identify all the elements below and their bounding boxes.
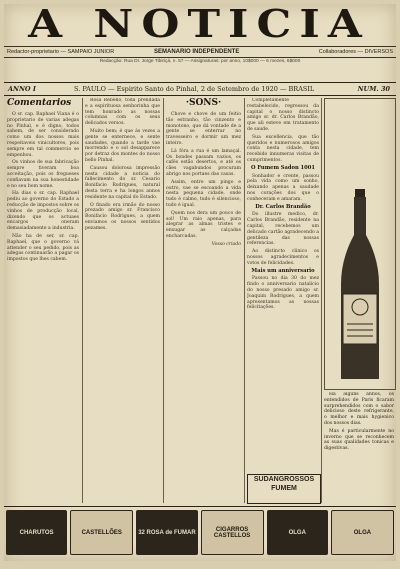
ad-rosa-de-fumar: 32 ROSA de FUMAR [136,510,197,555]
paragraph: Ha alguns annos, os entendidos de Paris ficaram surprehendidos com o sabor delicioso deste refrigerante, o melhor e mais hygienico dos nossos dias. [324,392,394,426]
bottle-illustration [337,189,383,384]
guarana-ad [324,98,396,390]
paragraph: Do illustre medico, dr. Carlos Brandão, residente na capital, recebemos um delicado cartão agradecendo a gentileza das nossas referencias. [247,212,319,247]
paragraph: Ao distincto clinico os nossos agradecimentos e votos de felicidades. [247,249,319,266]
signature: Vosso criado [211,241,241,247]
article-heading: Mais um anniversario [251,267,315,274]
paragraph: Assim, entre um pingo e outro, vae se escoando a vida nesta pequena cidade, onde tudo é calmo, tudo é silencioso, tudo é igual. [166,179,241,208]
subline-left: Redactor-proprietario — SAMPAIO JUNIOR [7,49,115,55]
city-date: S. PAULO — Espirito Santo do Pinhal, 2 de Setembro de 1920 — BRASIL [74,85,315,93]
ad-cigarros: CIGARROS CASTELLOS [201,510,264,555]
section-title: Comentarios [7,98,72,108]
paragraph: Causou dolorosa impressão nesta cidade a noticia do fallecimento do sr. Cesario Bonifacio Rodrigues, natural desta terra e ha longos annos residente na capital do Estado. [85,165,160,200]
column-four [247,98,319,503]
column-rule [321,98,322,503]
article-heading: Dr. Carlos Brandão [255,203,311,210]
newspaper-page [4,1,396,561]
ad-olga: OLGA [267,510,328,555]
guarana-ad-text [324,392,394,502]
article-heading: O Fumem Sadon 1001 [251,164,315,171]
ad-castelloes: CASTELLÕES [70,510,133,555]
masthead-title: A NOTICIA [28,1,370,46]
column-comentarios [7,98,79,503]
paragraph: O finado era irmão do nosso prezado amigo sr. Francisco Bonifacio Rodrigues, a quem enviamos os nossos sentidos pezames. [85,202,160,231]
year-label: ANNO I [8,85,36,93]
paragraph: Completamente restabelecido, regressou da capital o nosso distincto amigo sr. dr. Carlos Brandão, que ali esteve em tratamento de saude. [247,98,319,132]
dateline [4,82,396,96]
column-sons [166,98,241,503]
subline [4,46,396,58]
column-rule [244,98,245,503]
column-rule [163,98,164,503]
paragraph: Ha dias o sr. cap. Raphael pediu ao governo do Estado a reducção de impostos sobre os vinhos de producção local, dizendo que os actuaes encargos oneram demasiadamente a industria. [7,191,79,232]
ad-charutos: CHARUTOS [6,510,67,555]
sudan-ad [247,474,321,504]
column-two [85,98,160,503]
paragraph: Passou no dia 30 do mez findo o anniversario natalicio do nosso presado amigo sr. Joaquim Rodrigues, a quem apresentamos as nossas felicitações. [247,276,319,311]
paragraph: Os vinhos de sua fabricação sempre tiveram boa acceitação, pois os fregueses confiavam na sua honestidade e no seu bom nome. [7,160,79,189]
bottom-ad-strip [4,506,396,558]
paragraph: Muito bem; é que ás vezes a gente se enternece, e sente saudades, quando a tarde vae morrendo e o sol desapparece por detraz dos montes do nosso bello Pinhal. [85,128,160,163]
ad-olga-2: OLGA [331,510,394,555]
paragraph: Quem nos dera um pouco de sol! Um raio apenas, para alegrar as almas tristes e enxugar as calçadas encharcadas. [166,210,241,239]
sudan-ad-line1: SUDANGROSSOS [253,476,315,483]
issue-number: NUM. 30 [357,85,390,93]
subline-right: Collaboradores — DIVERSOS [318,49,393,55]
section-title: ·SONS· [185,98,222,108]
paragraph: O sr. cap. Raphael Viana é o proprietario de varias adegas no Pinhal, e é digno, todos sabem, de ser considerado como um dos nossos mais respeitaveis vinicultores, pois sempre em tal commercio se empenhou. [7,112,79,158]
paragraph: Chove e chove de um feitio tão estranho, tão cinzento e monotono, que dá vontade de a gente se enterrar no travesseiro e dormir um mez inteiro. [166,112,241,146]
paragraph: Lá fóra a rua é um lamaçal. Os bondes passam vazios, os cafés estão desertos, e até os cães vagabundos procuram abrigo nos portaes das casas. [166,148,241,177]
paragraph: Não ha de ser, sr. cap. Raphael, que o governo vá attender o seu pedido, pois as adegas continuarão a pagar os impostos que lhes cabem. [7,233,79,263]
paragraph: Rosa Rebello, toda prendada e a espirituosa senhorinha que tem honrado as nossas columnas com os seus delicados versos. [85,98,160,127]
paragraph: Sua excellencia, que tão queridos e numerosos amigos conta nesta cidade, tem recebido innumeras visitas de cumprimentos. [247,134,319,163]
sudan-ad-line2: FUMEM [271,485,297,492]
paragraph: Sonhador e crente, passou pela vida como um sonho, deixando apenas a saudade nos corações dos que o conheceram e amaram. [247,173,319,202]
column-rule [82,98,83,503]
subline-center: SEMANARIO INDEPENDENTE [154,49,240,55]
address-line: Redacção: Rua Dr. Jorge Tibiriçá, n. 57 — Assignaturas: por anno, 10$000 — 6 mezes, 6$000 [99,59,301,64]
paragraph: Mas é particularmente no inverno que se reconhecem as suas qualidades tonicas e digestivas. [324,428,394,452]
